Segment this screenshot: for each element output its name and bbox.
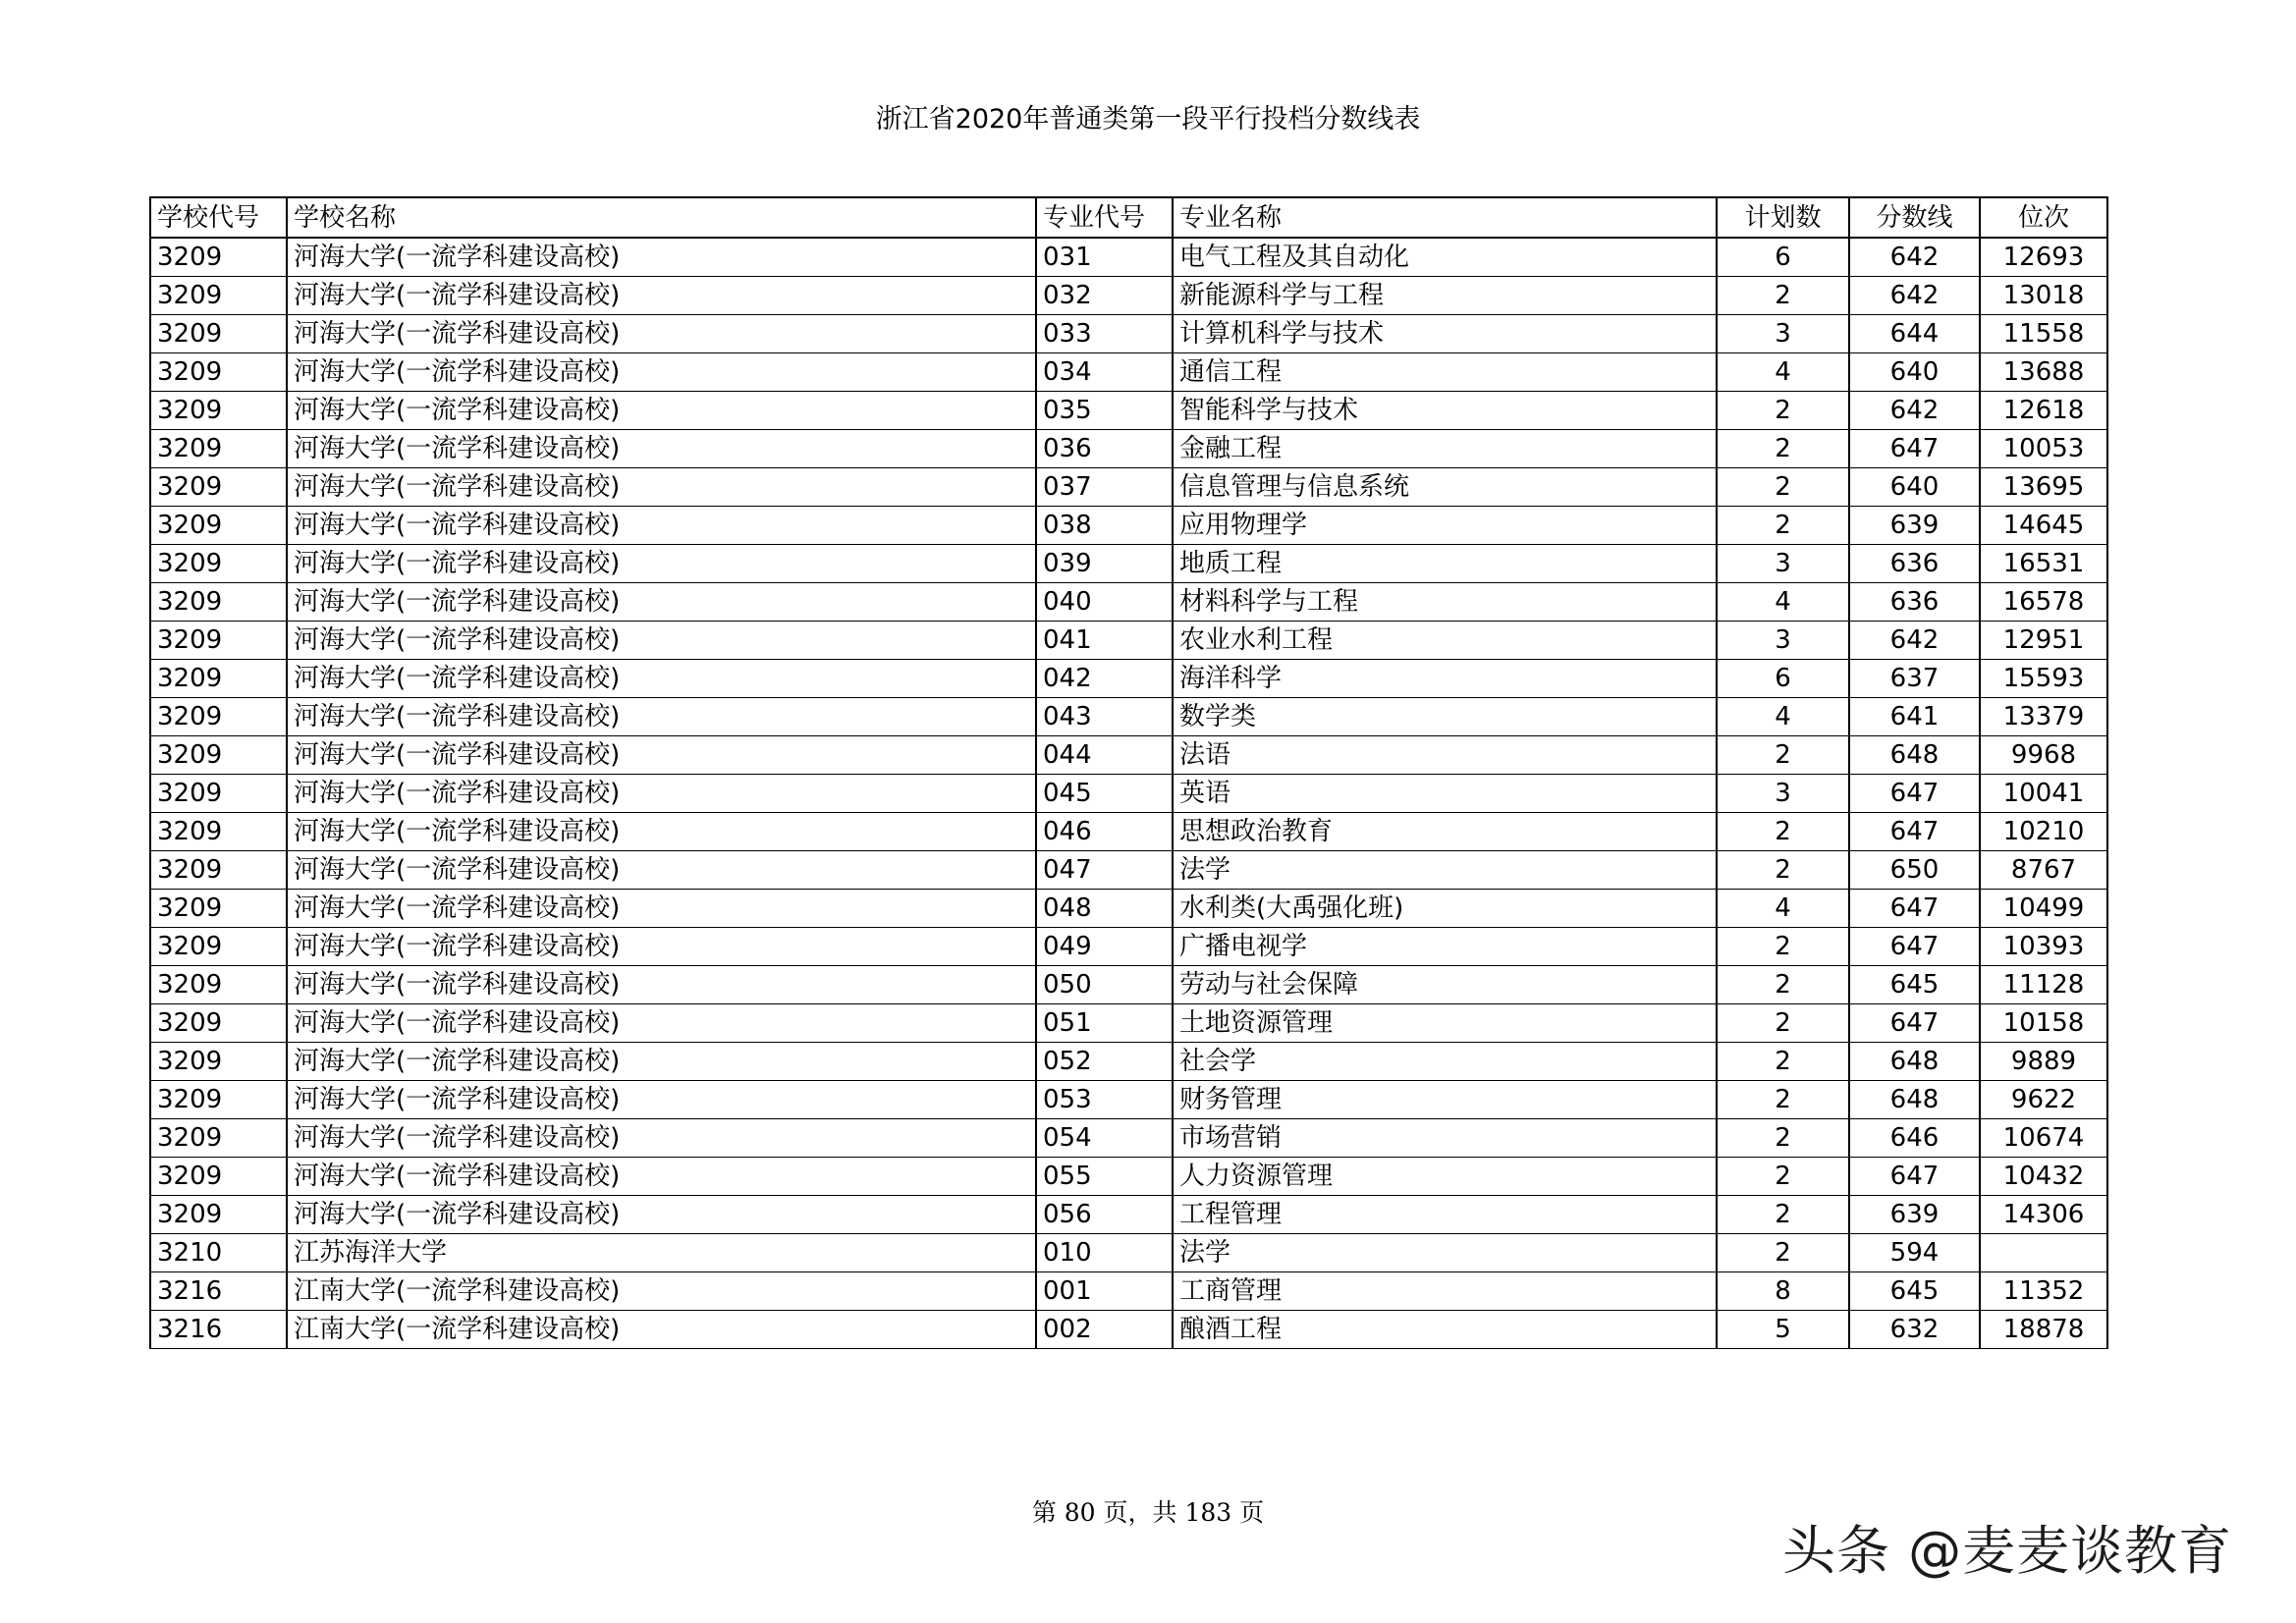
score-line-cell: 632 (1849, 1311, 1980, 1349)
school-code-cell: 3209 (150, 238, 287, 277)
rank-cell: 9889 (1980, 1043, 2107, 1081)
plan-count-cell: 3 (1717, 622, 1849, 660)
rank-cell: 10499 (1980, 890, 2107, 928)
school-code-cell: 3209 (150, 928, 287, 966)
score-line-cell: 648 (1849, 1081, 1980, 1119)
school-code-cell: 3209 (150, 890, 287, 928)
plan-count-cell: 2 (1717, 813, 1849, 851)
major-code-cell: 046 (1036, 813, 1173, 851)
score-line-cell: 642 (1849, 238, 1980, 277)
school-code-cell: 3209 (150, 1158, 287, 1196)
header-plan-count: 计划数 (1717, 197, 1849, 238)
rank-cell: 15593 (1980, 660, 2107, 698)
plan-count-cell: 6 (1717, 238, 1849, 277)
table-row (150, 736, 2107, 775)
major-name-cell: 应用物理学 (1173, 507, 1717, 545)
school-name-cell: 江南大学(一流学科建设高校) (287, 1311, 1036, 1349)
school-name-cell: 河海大学(一流学科建设高校) (287, 468, 1036, 507)
school-name-cell: 河海大学(一流学科建设高校) (287, 660, 1036, 698)
school-name-cell: 河海大学(一流学科建设高校) (287, 775, 1036, 813)
school-name-cell: 江苏海洋大学 (287, 1234, 1036, 1272)
score-line-cell: 636 (1849, 583, 1980, 622)
score-line-cell: 644 (1849, 315, 1980, 353)
plan-count-cell: 2 (1717, 1004, 1849, 1043)
school-code-cell: 3209 (150, 1081, 287, 1119)
header-score-line: 分数线 (1849, 197, 1980, 238)
plan-count-cell: 4 (1717, 583, 1849, 622)
plan-count-cell: 5 (1717, 1311, 1849, 1349)
major-code-cell: 039 (1036, 545, 1173, 583)
major-name-cell: 信息管理与信息系统 (1173, 468, 1717, 507)
score-line-cell: 639 (1849, 507, 1980, 545)
table-row (150, 583, 2107, 622)
plan-count-cell: 2 (1717, 430, 1849, 468)
major-code-cell: 054 (1036, 1119, 1173, 1158)
school-name-cell: 河海大学(一流学科建设高校) (287, 1004, 1036, 1043)
major-name-cell: 劳动与社会保障 (1173, 966, 1717, 1004)
major-name-cell: 法语 (1173, 736, 1717, 775)
score-line-cell: 647 (1849, 890, 1980, 928)
table-row (150, 1311, 2107, 1349)
rank-cell: 10158 (1980, 1004, 2107, 1043)
score-line-cell: 645 (1849, 1272, 1980, 1311)
plan-count-cell: 4 (1717, 698, 1849, 736)
major-name-cell: 酿酒工程 (1173, 1311, 1717, 1349)
major-code-cell: 051 (1036, 1004, 1173, 1043)
school-name-cell: 河海大学(一流学科建设高校) (287, 1158, 1036, 1196)
school-name-cell: 河海大学(一流学科建设高校) (287, 736, 1036, 775)
school-code-cell: 3209 (150, 468, 287, 507)
major-code-cell: 037 (1036, 468, 1173, 507)
school-name-cell: 河海大学(一流学科建设高校) (287, 1081, 1036, 1119)
plan-count-cell: 2 (1717, 1158, 1849, 1196)
table-row (150, 928, 2107, 966)
rank-cell: 13018 (1980, 277, 2107, 315)
major-name-cell: 英语 (1173, 775, 1717, 813)
rank-cell: 11558 (1980, 315, 2107, 353)
major-code-cell: 055 (1036, 1158, 1173, 1196)
major-code-cell: 035 (1036, 392, 1173, 430)
plan-count-cell: 2 (1717, 507, 1849, 545)
school-code-cell: 3209 (150, 545, 287, 583)
score-line-cell: 645 (1849, 966, 1980, 1004)
table-row (150, 1158, 2107, 1196)
plan-count-cell: 2 (1717, 468, 1849, 507)
score-line-cell: 646 (1849, 1119, 1980, 1158)
major-name-cell: 市场营销 (1173, 1119, 1717, 1158)
major-code-cell: 034 (1036, 353, 1173, 392)
school-code-cell: 3209 (150, 660, 287, 698)
plan-count-cell: 2 (1717, 1081, 1849, 1119)
major-code-cell: 031 (1036, 238, 1173, 277)
plan-count-cell: 6 (1717, 660, 1849, 698)
major-code-cell: 045 (1036, 775, 1173, 813)
rank-cell: 12693 (1980, 238, 2107, 277)
major-name-cell: 社会学 (1173, 1043, 1717, 1081)
plan-count-cell: 2 (1717, 1234, 1849, 1272)
major-name-cell: 新能源科学与工程 (1173, 277, 1717, 315)
major-code-cell: 047 (1036, 851, 1173, 890)
major-code-cell: 049 (1036, 928, 1173, 966)
score-line-cell: 647 (1849, 430, 1980, 468)
table-row (150, 277, 2107, 315)
school-name-cell: 河海大学(一流学科建设高校) (287, 353, 1036, 392)
school-code-cell: 3209 (150, 1196, 287, 1234)
major-name-cell: 通信工程 (1173, 353, 1717, 392)
major-code-cell: 001 (1036, 1272, 1173, 1311)
rank-cell: 10210 (1980, 813, 2107, 851)
major-name-cell: 金融工程 (1173, 430, 1717, 468)
header-major-name: 专业名称 (1173, 197, 1717, 238)
table-row (150, 430, 2107, 468)
school-code-cell: 3209 (150, 736, 287, 775)
rank-cell: 13688 (1980, 353, 2107, 392)
school-name-cell: 河海大学(一流学科建设高校) (287, 430, 1036, 468)
score-line-cell: 647 (1849, 1004, 1980, 1043)
school-name-cell: 河海大学(一流学科建设高校) (287, 890, 1036, 928)
score-line-cell: 648 (1849, 1043, 1980, 1081)
major-code-cell: 043 (1036, 698, 1173, 736)
header-school-code: 学校代号 (150, 197, 287, 238)
major-name-cell: 财务管理 (1173, 1081, 1717, 1119)
plan-count-cell: 2 (1717, 928, 1849, 966)
table-row (150, 660, 2107, 698)
major-code-cell: 040 (1036, 583, 1173, 622)
score-line-cell: 639 (1849, 1196, 1980, 1234)
major-name-cell: 计算机科学与技术 (1173, 315, 1717, 353)
school-name-cell: 河海大学(一流学科建设高校) (287, 583, 1036, 622)
watermark: 头条 @麦麦谈教育 (1782, 1520, 2233, 1582)
rank-cell: 16531 (1980, 545, 2107, 583)
score-line-cell: 647 (1849, 1158, 1980, 1196)
school-code-cell: 3209 (150, 315, 287, 353)
plan-count-cell: 2 (1717, 1196, 1849, 1234)
header-major-code: 专业代号 (1036, 197, 1173, 238)
school-code-cell: 3209 (150, 353, 287, 392)
score-table (149, 196, 2108, 1349)
major-code-cell: 033 (1036, 315, 1173, 353)
score-line-cell: 647 (1849, 813, 1980, 851)
major-code-cell: 032 (1036, 277, 1173, 315)
major-name-cell: 广播电视学 (1173, 928, 1717, 966)
major-code-cell: 002 (1036, 1311, 1173, 1349)
school-code-cell: 3209 (150, 698, 287, 736)
school-code-cell: 3210 (150, 1234, 287, 1272)
major-name-cell: 人力资源管理 (1173, 1158, 1717, 1196)
rank-cell: 10053 (1980, 430, 2107, 468)
school-code-cell: 3209 (150, 1119, 287, 1158)
school-code-cell: 3209 (150, 813, 287, 851)
rank-cell: 14645 (1980, 507, 2107, 545)
major-name-cell: 电气工程及其自动化 (1173, 238, 1717, 277)
school-name-cell: 河海大学(一流学科建设高校) (287, 698, 1036, 736)
school-code-cell: 3209 (150, 430, 287, 468)
rank-cell (1980, 1234, 2107, 1272)
school-code-cell: 3209 (150, 583, 287, 622)
major-name-cell: 工程管理 (1173, 1196, 1717, 1234)
school-code-cell: 3209 (150, 1043, 287, 1081)
plan-count-cell: 3 (1717, 315, 1849, 353)
school-name-cell: 河海大学(一流学科建设高校) (287, 1043, 1036, 1081)
major-name-cell: 思想政治教育 (1173, 813, 1717, 851)
rank-cell: 11128 (1980, 966, 2107, 1004)
plan-count-cell: 4 (1717, 353, 1849, 392)
school-name-cell: 河海大学(一流学科建设高校) (287, 238, 1036, 277)
rank-cell: 10041 (1980, 775, 2107, 813)
rank-cell: 10432 (1980, 1158, 2107, 1196)
school-name-cell: 河海大学(一流学科建设高校) (287, 315, 1036, 353)
table-row (150, 1119, 2107, 1158)
header-school-name: 学校名称 (287, 197, 1036, 238)
plan-count-cell: 2 (1717, 966, 1849, 1004)
table-row (150, 775, 2107, 813)
plan-count-cell: 8 (1717, 1272, 1849, 1311)
major-code-cell: 010 (1036, 1234, 1173, 1272)
major-name-cell: 法学 (1173, 851, 1717, 890)
major-name-cell: 材料科学与工程 (1173, 583, 1717, 622)
school-code-cell: 3209 (150, 507, 287, 545)
major-name-cell: 土地资源管理 (1173, 1004, 1717, 1043)
plan-count-cell: 2 (1717, 1043, 1849, 1081)
table-row (150, 353, 2107, 392)
table-body (150, 238, 2107, 1349)
table-row (150, 698, 2107, 736)
major-name-cell: 智能科学与技术 (1173, 392, 1717, 430)
school-code-cell: 3209 (150, 622, 287, 660)
rank-cell: 13379 (1980, 698, 2107, 736)
major-code-cell: 056 (1036, 1196, 1173, 1234)
table-row (150, 545, 2107, 583)
rank-cell: 10393 (1980, 928, 2107, 966)
school-name-cell: 河海大学(一流学科建设高校) (287, 507, 1036, 545)
major-code-cell: 036 (1036, 430, 1173, 468)
table-row (150, 468, 2107, 507)
school-code-cell: 3209 (150, 966, 287, 1004)
major-name-cell: 工商管理 (1173, 1272, 1717, 1311)
rank-cell: 8767 (1980, 851, 2107, 890)
plan-count-cell: 2 (1717, 277, 1849, 315)
table-row (150, 1043, 2107, 1081)
major-name-cell: 地质工程 (1173, 545, 1717, 583)
school-name-cell: 河海大学(一流学科建设高校) (287, 928, 1036, 966)
table-row (150, 1196, 2107, 1234)
table-row (150, 392, 2107, 430)
school-name-cell: 河海大学(一流学科建设高校) (287, 622, 1036, 660)
school-name-cell: 河海大学(一流学科建设高校) (287, 813, 1036, 851)
rank-cell: 12951 (1980, 622, 2107, 660)
rank-cell: 16578 (1980, 583, 2107, 622)
score-line-cell: 594 (1849, 1234, 1980, 1272)
rank-cell: 9968 (1980, 736, 2107, 775)
plan-count-cell: 2 (1717, 736, 1849, 775)
score-line-cell: 648 (1849, 736, 1980, 775)
school-name-cell: 江南大学(一流学科建设高校) (287, 1272, 1036, 1311)
score-line-cell: 650 (1849, 851, 1980, 890)
major-name-cell: 海洋科学 (1173, 660, 1717, 698)
score-line-cell: 642 (1849, 277, 1980, 315)
score-line-cell: 641 (1849, 698, 1980, 736)
table-row (150, 1272, 2107, 1311)
table-row (150, 890, 2107, 928)
major-name-cell: 农业水利工程 (1173, 622, 1717, 660)
school-name-cell: 河海大学(一流学科建设高校) (287, 392, 1036, 430)
rank-cell: 18878 (1980, 1311, 2107, 1349)
table-row (150, 1234, 2107, 1272)
major-code-cell: 048 (1036, 890, 1173, 928)
major-name-cell: 法学 (1173, 1234, 1717, 1272)
table-row (150, 507, 2107, 545)
school-name-cell: 河海大学(一流学科建设高校) (287, 851, 1036, 890)
school-code-cell: 3216 (150, 1272, 287, 1311)
plan-count-cell: 3 (1717, 775, 1849, 813)
school-name-cell: 河海大学(一流学科建设高校) (287, 277, 1036, 315)
table-row (150, 238, 2107, 277)
score-line-cell: 647 (1849, 775, 1980, 813)
school-name-cell: 河海大学(一流学科建设高校) (287, 545, 1036, 583)
major-code-cell: 038 (1036, 507, 1173, 545)
score-line-cell: 640 (1849, 468, 1980, 507)
rank-cell: 11352 (1980, 1272, 2107, 1311)
page-title: 浙江省2020年普通类第一段平行投档分数线表 (875, 104, 1421, 135)
plan-count-cell: 4 (1717, 890, 1849, 928)
plan-count-cell: 2 (1717, 1119, 1849, 1158)
table-row (150, 966, 2107, 1004)
plan-count-cell: 3 (1717, 545, 1849, 583)
score-line-cell: 642 (1849, 622, 1980, 660)
score-line-cell: 636 (1849, 545, 1980, 583)
school-code-cell: 3209 (150, 277, 287, 315)
header-rank: 位次 (1980, 197, 2107, 238)
school-name-cell: 河海大学(一流学科建设高校) (287, 1196, 1036, 1234)
table-row (150, 315, 2107, 353)
score-line-cell: 637 (1849, 660, 1980, 698)
major-code-cell: 053 (1036, 1081, 1173, 1119)
table-row (150, 1081, 2107, 1119)
school-code-cell: 3209 (150, 392, 287, 430)
school-name-cell: 河海大学(一流学科建设高校) (287, 1119, 1036, 1158)
major-code-cell: 052 (1036, 1043, 1173, 1081)
rank-cell: 13695 (1980, 468, 2107, 507)
table-header-row (150, 197, 2107, 238)
major-code-cell: 042 (1036, 660, 1173, 698)
rank-cell: 12618 (1980, 392, 2107, 430)
school-code-cell: 3209 (150, 1004, 287, 1043)
major-code-cell: 041 (1036, 622, 1173, 660)
table-row (150, 851, 2107, 890)
major-code-cell: 044 (1036, 736, 1173, 775)
table-row (150, 1004, 2107, 1043)
table-row (150, 813, 2107, 851)
rank-cell: 14306 (1980, 1196, 2107, 1234)
score-line-cell: 642 (1849, 392, 1980, 430)
plan-count-cell: 2 (1717, 851, 1849, 890)
major-code-cell: 050 (1036, 966, 1173, 1004)
school-name-cell: 河海大学(一流学科建设高校) (287, 966, 1036, 1004)
rank-cell: 10674 (1980, 1119, 2107, 1158)
plan-count-cell: 2 (1717, 392, 1849, 430)
score-line-cell: 640 (1849, 353, 1980, 392)
school-code-cell: 3216 (150, 1311, 287, 1349)
major-name-cell: 数学类 (1173, 698, 1717, 736)
table-row (150, 622, 2107, 660)
score-line-cell: 647 (1849, 928, 1980, 966)
page-footer: 第 80 页，共 183 页 (1031, 1498, 1265, 1527)
major-name-cell: 水利类(大禹强化班) (1173, 890, 1717, 928)
school-code-cell: 3209 (150, 851, 287, 890)
rank-cell: 9622 (1980, 1081, 2107, 1119)
school-code-cell: 3209 (150, 775, 287, 813)
